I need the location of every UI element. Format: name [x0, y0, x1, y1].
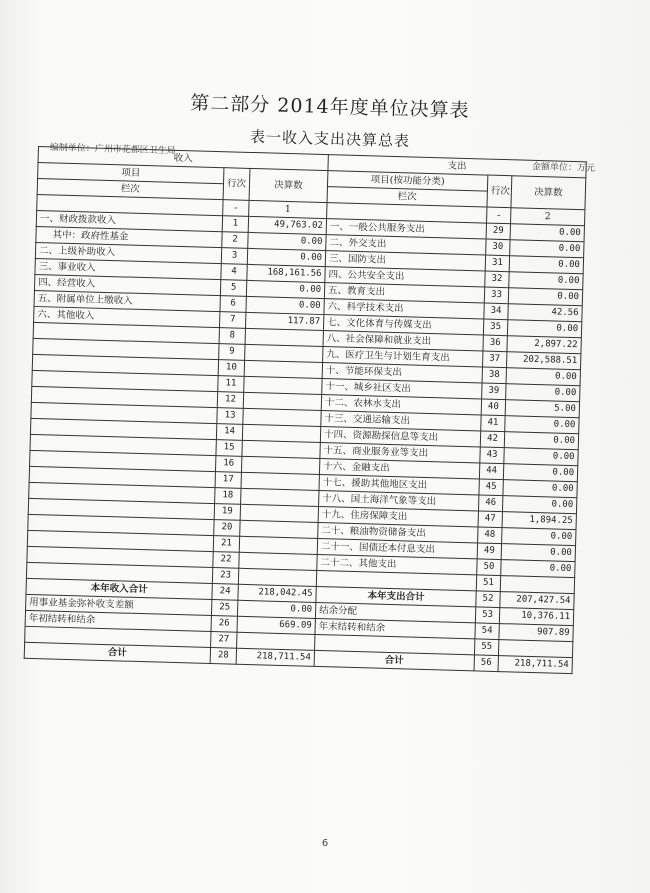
expense-amount: 0.00 [503, 464, 577, 482]
income-row-number: 27 [211, 632, 237, 649]
expense-amount: 0.00 [504, 448, 578, 466]
income-item-label: 本年收入合计 [26, 578, 212, 599]
expense-amount: 218,711.54 [498, 656, 572, 674]
income-rowno-header: 行次 [223, 168, 250, 201]
income-amount-header: 决算数 [249, 168, 328, 202]
expense-item-label: 十七、援助其他地区支出 [319, 474, 479, 494]
expense-item-label: 十八、国土海洋气象等支出 [319, 490, 479, 510]
income-row-number: 13 [217, 408, 243, 425]
income-item-label: 三、事业收入 [35, 258, 221, 279]
income-item-label: 四、经营收入 [34, 274, 220, 295]
expense-item-label: 十一、城乡社区支出 [322, 379, 482, 399]
budget-table [24, 146, 587, 674]
income-row-number: 22 [213, 552, 239, 569]
expense-header: 支出 [328, 155, 586, 178]
expense-row-number: 39 [482, 383, 506, 400]
income-item-label: 六、其他收入 [34, 306, 220, 327]
income-row-number: 23 [212, 568, 238, 585]
income-amount: 49,763.02 [248, 216, 326, 234]
expense-amount: 10,376.11 [499, 608, 573, 626]
income-row-number: 24 [212, 584, 238, 601]
expense-amount: 0.00 [505, 416, 579, 434]
expense-row-number: 37 [483, 351, 507, 368]
expense-item-label: 本年支出合计 [316, 586, 476, 606]
income-rowno-dash: - [223, 200, 249, 217]
expense-amount: 42.56 [508, 304, 582, 322]
expense-row-number: 53 [475, 607, 499, 624]
expense-amount: 0.00 [501, 560, 575, 578]
expense-row-number: 36 [483, 335, 507, 352]
income-row-number: 11 [218, 376, 244, 393]
income-row-number: 7 [219, 312, 245, 329]
expense-row-number: 35 [483, 319, 507, 336]
expense-item-label: 七、文化体育与传媒支出 [323, 315, 483, 335]
income-row-number: 18 [215, 488, 241, 505]
expense-amount: 0.00 [509, 256, 583, 274]
income-item-header: 项目 [38, 163, 224, 184]
income-item-label: 二、上级补助收入 [35, 242, 221, 263]
expense-row-number: 32 [485, 271, 509, 288]
expense-item-label: 八、社会保障和就业支出 [323, 331, 483, 351]
expense-item-label: 十九、住房保障支出 [318, 506, 478, 526]
expense-item-header: 项目(按功能分类) [327, 171, 487, 191]
income-row-number: 17 [215, 472, 241, 489]
expense-item-label: 十三、交通运输支出 [321, 411, 481, 431]
expense-item-label: 二、外交支出 [326, 235, 486, 255]
expense-row-number: 51 [476, 575, 500, 592]
expense-item-label: 年末结转和结余 [315, 618, 475, 638]
expense-item-label: 二十、粮油物资储备支出 [318, 522, 478, 542]
income-amount: 0.00 [237, 600, 315, 618]
expense-row-number: 42 [480, 431, 504, 448]
income-header: 收入 [38, 147, 328, 171]
income-row-number: 5 [220, 280, 246, 297]
income-row-number: 3 [221, 248, 247, 265]
currency-unit: 金额单位：万元 [531, 162, 596, 174]
income-row-number: 6 [220, 296, 246, 313]
budget-table-container [24, 146, 586, 674]
expense-row-number: 31 [485, 255, 509, 272]
income-item-label: 合计 [24, 642, 210, 663]
income-amount: 117.87 [245, 312, 323, 330]
income-row-number: 26 [211, 616, 237, 633]
expense-row-number: 54 [475, 623, 499, 640]
income-row-number: 8 [219, 328, 245, 345]
income-amount: 669.09 [237, 616, 315, 634]
expense-rowno-dash: - [487, 207, 511, 224]
expense-item-label: 十四、资源勘探信息等支出 [320, 427, 480, 447]
page-number: 6 [321, 838, 329, 849]
income-row-number: 15 [216, 440, 242, 457]
expense-row-number: 38 [482, 367, 506, 384]
expense-row-number: 41 [481, 415, 505, 432]
income-amount: 0.00 [246, 280, 324, 298]
income-row-number: 9 [219, 344, 245, 361]
table-subtitle: 表一收入支出决算总表 [249, 127, 411, 151]
expense-item-label: 十六、金融支出 [319, 458, 479, 478]
income-amount: 0.00 [246, 296, 324, 314]
expense-item-label: 二十二、其他支出 [317, 554, 477, 574]
expense-row-number: 48 [478, 527, 502, 544]
expense-amount: 0.00 [502, 528, 576, 546]
income-row-number: 16 [215, 456, 241, 473]
income-row-number: 25 [211, 600, 237, 617]
income-item-label: 用事业基金弥补收支差额 [26, 594, 212, 615]
expense-amount: 907.89 [499, 624, 573, 642]
expense-amount: 0.00 [507, 320, 581, 338]
expense-amount: 0.00 [504, 432, 578, 450]
expense-item-label: 结余分配 [315, 602, 475, 622]
expense-item-label: 十二、农林水支出 [321, 395, 481, 415]
income-row-number: 1 [222, 216, 248, 233]
expense-item-label: 十五、商业服务业等支出 [320, 442, 480, 462]
expense-rowno-header: 行次 [487, 175, 512, 208]
expense-amount: 0.00 [501, 544, 575, 562]
expense-amount: 2,897.22 [507, 336, 581, 354]
expense-amount: 0.00 [502, 496, 576, 514]
income-row-number: 4 [221, 264, 247, 281]
expense-row-number: 56 [474, 655, 498, 672]
expense-row-number: 44 [479, 463, 503, 480]
expense-item-label: 五、教育支出 [324, 283, 484, 303]
page-title: 第二部分 2014年度单位决算表 [190, 92, 470, 122]
income-item-label: 其中：政府性基金 [36, 226, 222, 247]
expense-amount: 0.00 [508, 288, 582, 306]
expense-amount: 0.00 [506, 368, 580, 386]
expense-amount: 0.00 [509, 272, 583, 290]
income-row-number: 12 [217, 392, 243, 409]
expense-item-label: 二十一、国债还本付息支出 [317, 538, 477, 558]
expense-amount: 0.00 [506, 384, 580, 402]
income-column-label: 栏次 [37, 179, 223, 200]
expense-row-number: 29 [486, 223, 510, 240]
expense-item-label: 四、公共安全支出 [325, 267, 485, 287]
income-col-index: 1 [249, 200, 327, 218]
expense-row-number: 33 [484, 287, 508, 304]
expense-row-number: 55 [474, 639, 498, 656]
expense-item-label: 六、科学技术支出 [324, 299, 484, 319]
expense-row-number: 40 [481, 399, 505, 416]
expense-amount: 5.00 [505, 400, 579, 418]
expense-row-number: 49 [477, 543, 501, 560]
income-item-label: 一、财政拨款收入 [36, 210, 222, 231]
expense-item-label: 合计 [314, 650, 474, 670]
income-amount: 0.00 [248, 232, 326, 250]
expense-row-number: 46 [478, 495, 502, 512]
expense-item-label: 九、医疗卫生与计划生育支出 [323, 347, 483, 367]
income-row-number: 28 [210, 648, 236, 665]
expense-row-number: 45 [479, 479, 503, 496]
expense-column-label: 栏次 [327, 187, 487, 207]
income-row-number: 14 [216, 424, 242, 441]
expense-item-label: 三、国防支出 [325, 251, 485, 271]
income-item-label: 年初结转和结余 [25, 610, 211, 631]
income-row-number: 2 [222, 232, 248, 249]
expense-row-number: 47 [478, 511, 502, 528]
income-amount: 218,042.45 [238, 584, 316, 602]
expense-amount: 0.00 [503, 480, 577, 498]
income-row-number: 10 [218, 360, 244, 377]
expense-amount: 207,427.54 [500, 592, 574, 610]
expense-amount: 202,588.51 [506, 352, 580, 370]
expense-item-label: 十、节能环保支出 [322, 363, 482, 383]
income-amount: 168,161.56 [247, 264, 325, 282]
expense-row-number: 50 [477, 559, 501, 576]
expense-row-number: 34 [484, 303, 508, 320]
income-row-number: 21 [213, 536, 239, 553]
expense-amount: 1,894.25 [502, 512, 576, 530]
income-row-number: 19 [214, 504, 240, 521]
expense-row-number: 30 [486, 239, 510, 256]
expense-row-number: 43 [480, 447, 504, 464]
income-amount: 218,711.54 [236, 648, 314, 666]
expense-row-number: 52 [476, 591, 500, 608]
compiling-unit: 编制单位：广州市花都区卫生局 [49, 142, 176, 157]
income-amount: 0.00 [247, 248, 325, 266]
expense-amount: 0.00 [510, 224, 584, 242]
expense-col-index: 2 [511, 208, 585, 226]
income-item-label: 五、附属单位上缴收入 [34, 290, 220, 311]
expense-amount-header: 决算数 [511, 176, 586, 210]
expense-item-label: 一、一般公共服务支出 [326, 219, 486, 239]
expense-amount: 0.00 [510, 240, 584, 258]
income-row-number: 20 [214, 520, 240, 537]
